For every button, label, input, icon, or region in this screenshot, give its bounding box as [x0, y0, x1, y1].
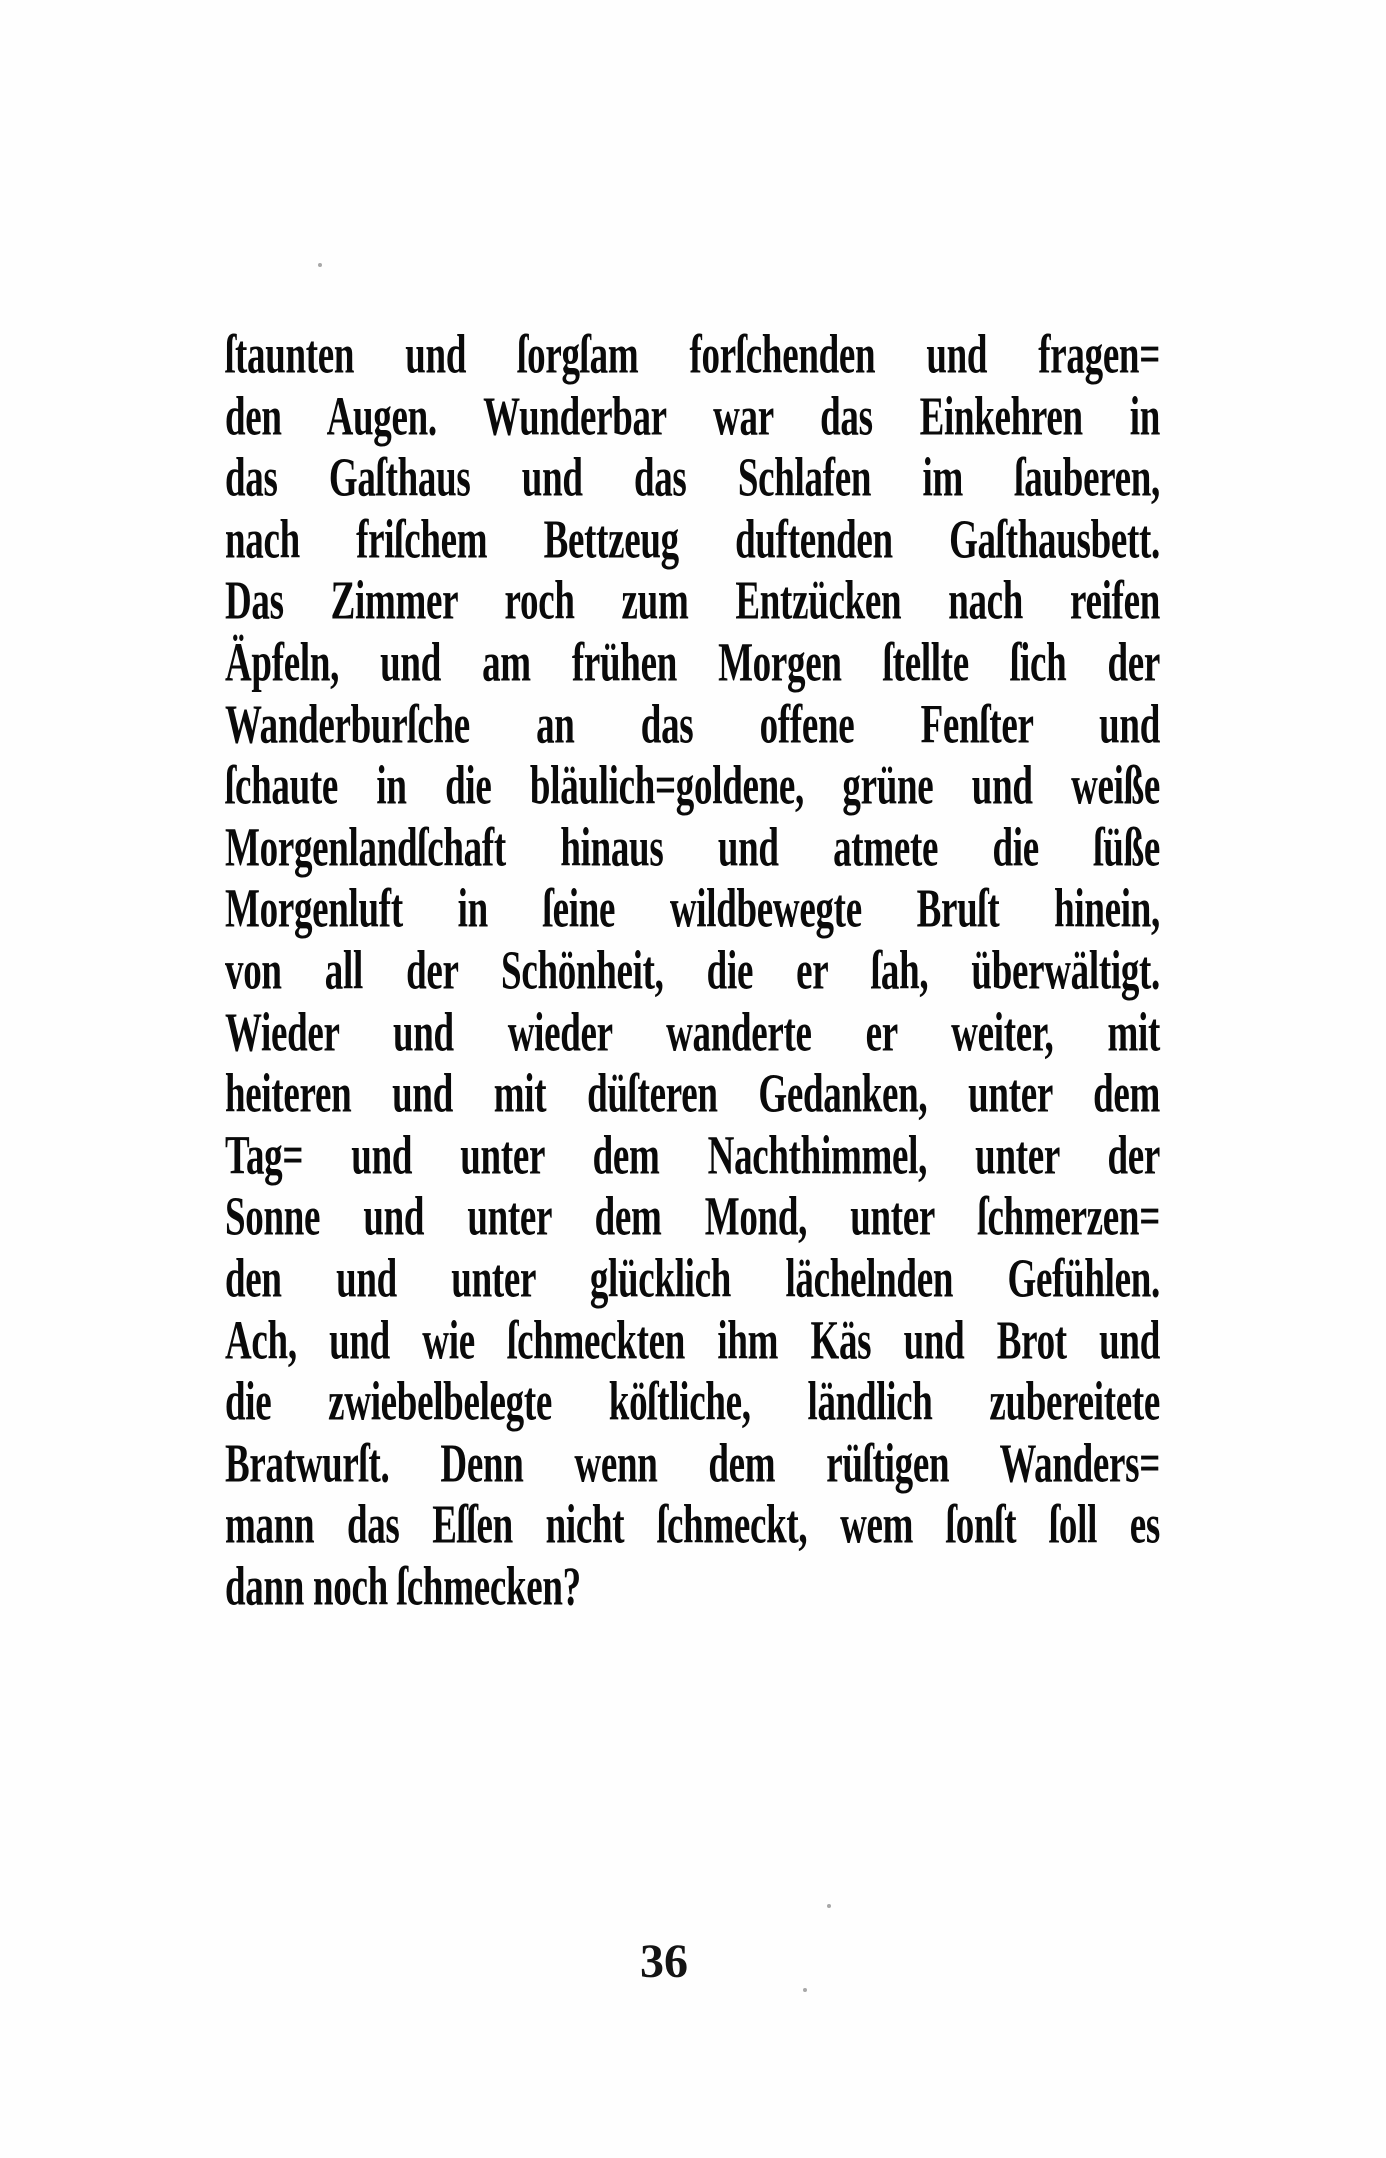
text-line: Tag= und unter dem Nachthimmel, unter der	[225, 1125, 1160, 1187]
text-line: Morgenluft in ſeine wildbewegte Bruſt hinein,	[225, 878, 1160, 941]
text-line: Wieder und wieder wanderte er weiter, mit	[225, 1002, 1160, 1064]
text-line: nach friſchem Bettzeug duftenden Gaſthausbett.	[225, 509, 1160, 571]
scan-speck	[827, 1904, 831, 1908]
text-line: ſchaute in die bläulich=goldene, grüne und weiße	[225, 755, 1160, 818]
scan-speck	[803, 1988, 807, 1992]
text-line: von all der Schönheit, die er ſah, überwältigt.	[225, 940, 1160, 1003]
text-line: mann das Eſſen nicht ſchmeckt, wem ſonſt ſoll es	[225, 1494, 1160, 1557]
text-line: den Augen. Wunderbar war das Einkehren in	[225, 386, 1160, 448]
text-line: heiteren und mit düſteren Gedanken, unter dem	[225, 1063, 1160, 1126]
text-line: das Gaſthaus und das Schlafen im ſauberen,	[225, 447, 1160, 510]
text-line: Ach, und wie ſchmeckten ihm Käs und Brot und	[225, 1310, 1160, 1372]
text-line: Das Zimmer roch zum Entzücken nach reifen	[225, 570, 1160, 633]
text-line: dann noch ſchmecken?	[225, 1556, 581, 1618]
text-line: den und unter glücklich lächelnden Gefühlen.	[225, 1248, 1160, 1311]
text-line: Äpfeln, und am frühen Morgen ſtellte ſich der	[225, 632, 1160, 695]
text-line: die zwiebelbelegte köſtliche, ländlich zubereitete	[225, 1371, 1160, 1434]
text-line: Morgenlandſchaft hinaus und atmete die ſüße	[225, 817, 1160, 879]
scan-speck	[318, 263, 322, 267]
text-line: ſtaunten und ſorgſam forſchenden und fragen=	[225, 324, 1160, 387]
text-line: Wanderburſche an das offene Fenſter und	[225, 694, 1160, 756]
page-number: 36	[640, 1935, 688, 1988]
text-line: Sonne und unter dem Mond, unter ſchmerzen=	[225, 1186, 1160, 1249]
text-line: Bratwurſt. Denn wenn dem rüſtigen Wanders=	[225, 1433, 1160, 1495]
text-block	[225, 325, 1160, 1618]
